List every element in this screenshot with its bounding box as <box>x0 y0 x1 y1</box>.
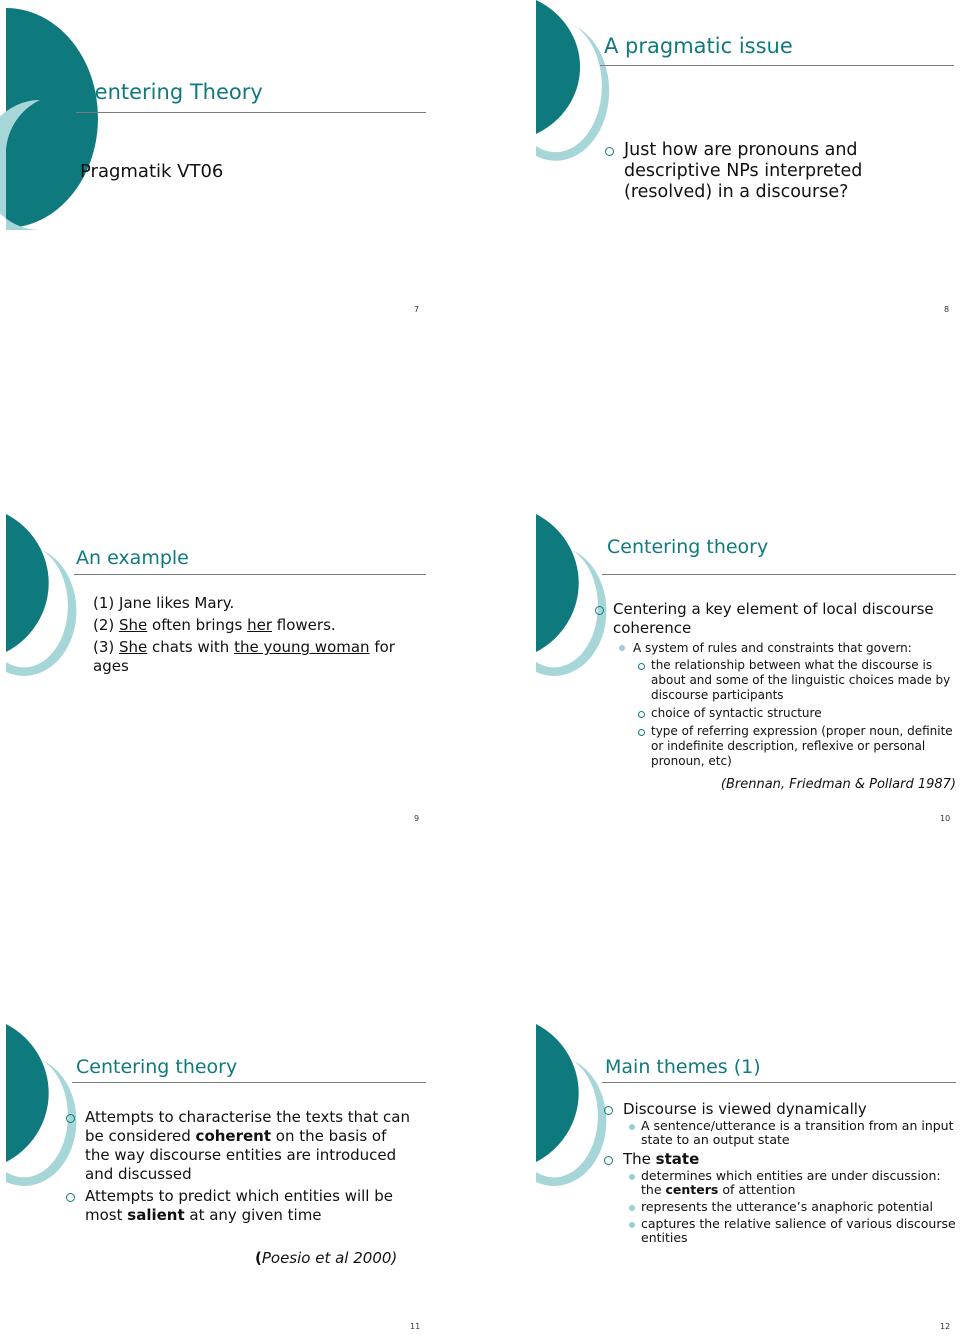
bullet-item: Centering a key element of local discourse coherence <box>592 600 960 638</box>
underlined-np: the young woman <box>234 638 370 656</box>
page-number: 10 <box>940 814 951 823</box>
sub-sub-bullet-item: the relationship between what the discourse is about and some of the linguistic choices made by discourse participants <box>633 658 960 703</box>
bullet-item <box>63 1108 413 1184</box>
sub-sub-list <box>633 658 960 769</box>
text: of attention <box>718 1182 796 1197</box>
text: The <box>623 1150 656 1168</box>
text: (3) <box>93 638 120 656</box>
text: (2) <box>93 616 120 634</box>
bullet-list <box>592 600 960 769</box>
slide-11 <box>0 1020 440 1340</box>
text: on the basis of the way discourse entities are introduced and discussed <box>85 1127 397 1183</box>
slide-title: Centering theory <box>607 536 769 558</box>
slide-title: A pragmatic issue <box>604 34 793 58</box>
slide-decoration-icon <box>0 0 100 240</box>
text: often brings <box>147 616 248 634</box>
citation-paren: ( <box>255 1249 262 1267</box>
sub-bullet-item: A system of rules and constraints that govern: <box>613 640 960 656</box>
page-number: 12 <box>940 1322 951 1331</box>
sub-bullet-item: represents the utterance’s anaphoric potential <box>623 1200 960 1214</box>
example-line-3 <box>93 636 423 676</box>
sub-bullet-item: A sentence/utterance is a transition from an input state to an output state <box>623 1119 960 1147</box>
citation <box>255 1249 397 1267</box>
slide-9 <box>0 510 440 830</box>
bullet-list <box>602 140 872 203</box>
text: chats with <box>147 638 235 656</box>
title-rule <box>600 65 954 66</box>
example-line-1: (1) Jane likes Mary. <box>93 594 235 612</box>
slide-title: Centering theory <box>76 1056 238 1078</box>
bullet-item: Just how are pronouns and descriptive NPs interpreted (resolved) in a discourse? <box>602 140 872 203</box>
slide-decoration-icon <box>0 510 100 750</box>
slide-title: Centering Theory <box>80 80 263 104</box>
title-rule <box>74 574 426 575</box>
page-number: 7 <box>414 305 420 314</box>
slide-8 <box>530 0 960 320</box>
bold-term: salient <box>127 1206 185 1224</box>
text: determines which entities are under discussion: the <box>641 1168 941 1197</box>
text: ages <box>93 657 129 675</box>
bold-term: coherent <box>195 1127 272 1145</box>
text: Attempts to characterise the texts that can be considered <box>85 1108 410 1145</box>
title-rule <box>72 1082 426 1083</box>
sub-bullet-item <box>623 1169 960 1197</box>
page-number: 11 <box>410 1322 421 1331</box>
text: at any given time <box>184 1206 322 1224</box>
bullet-item <box>63 1187 413 1225</box>
title-rule <box>602 1082 956 1083</box>
sub-bullet-item: captures the relative salience of various discourse entities <box>623 1217 960 1245</box>
underlined-pronoun: She <box>119 638 148 656</box>
title-rule <box>602 574 956 575</box>
example-line-2 <box>93 614 423 636</box>
slide-7 <box>0 0 440 320</box>
slide-subtitle: Pragmatik VT06 <box>80 161 224 182</box>
bullet-list <box>601 1100 960 1245</box>
sub-sub-bullet-item: choice of syntactic structure <box>633 706 960 721</box>
bullet-list <box>63 1108 413 1225</box>
slide-title: An example <box>76 547 189 569</box>
page-number: 8 <box>944 305 950 314</box>
slide-12 <box>530 1020 960 1340</box>
text: Attempts to predict which entities will be most <box>85 1187 393 1224</box>
underlined-pronoun: her <box>247 616 273 634</box>
sub-sub-bullet-item: type of referring expression (proper noun, definite or indefinite description, reflexive or personal pronoun, etc) <box>633 724 960 769</box>
bullet-item <box>601 1150 960 1169</box>
bold-term: centers <box>665 1182 719 1197</box>
text: for <box>369 638 395 656</box>
page-number: 9 <box>414 814 420 823</box>
underlined-pronoun: She <box>119 616 148 634</box>
citation: (Brennan, Friedman & Pollard 1987) <box>720 777 956 792</box>
citation-text: Poesio et al 2000) <box>261 1249 398 1267</box>
text: flowers. <box>272 616 336 634</box>
slide-10 <box>530 510 960 830</box>
bullet-item: Discourse is viewed dynamically <box>601 1100 960 1119</box>
bold-term: state <box>655 1150 700 1168</box>
title-rule <box>76 112 426 113</box>
example-sentences <box>93 592 423 676</box>
slide-title: Main themes (1) <box>605 1056 761 1078</box>
